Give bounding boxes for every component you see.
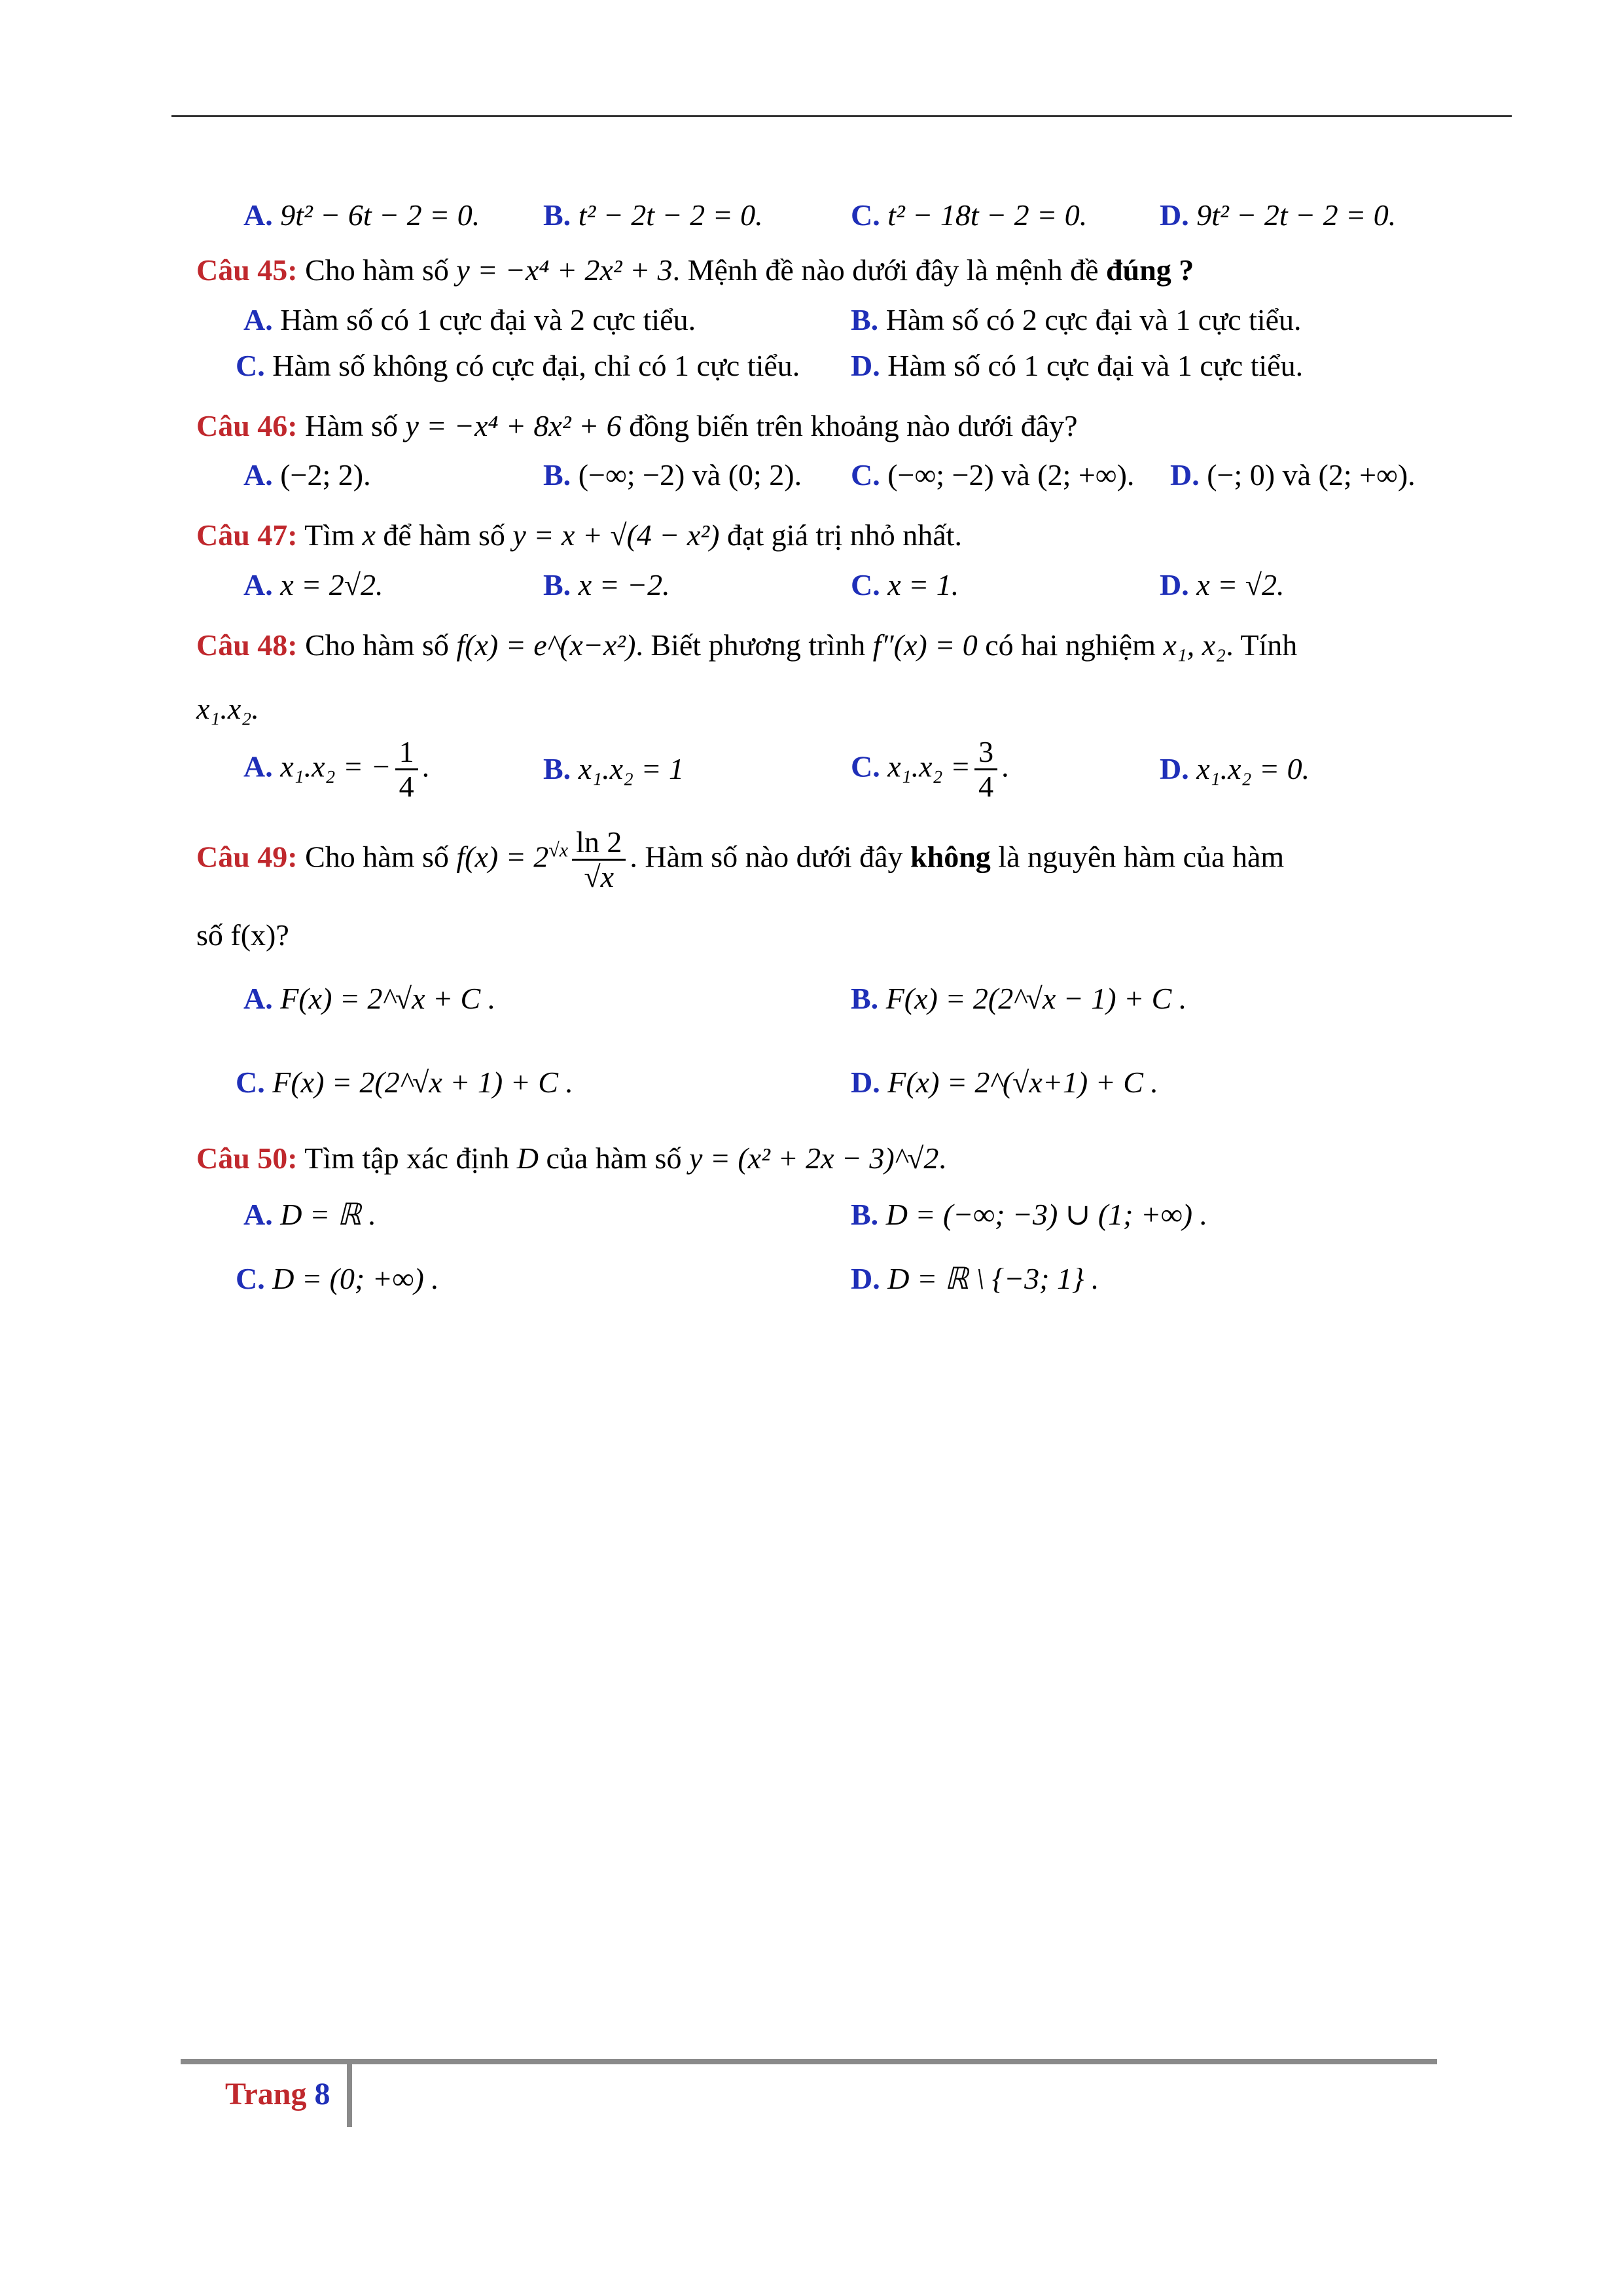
header-rule — [171, 115, 1512, 117]
q44-option-a[interactable]: A. 9t² − 6t − 2 = 0. — [243, 198, 480, 232]
q46-option-b[interactable]: B. (−∞; −2) và (0; 2). — [543, 458, 802, 492]
q49-fraction: $\frac{\ln 2}{√x}$ — [572, 826, 626, 894]
q46-stem: Câu 46: Hàm số y = −x⁴ + 8x² + 6 đồng biến trên khoảng nào dưới đây? — [196, 408, 1078, 442]
q44-option-d[interactable]: D. 9t² − 2t − 2 = 0. — [1160, 198, 1397, 232]
q48-option-b[interactable]: B. x₁.x₂ = 1 — [543, 751, 685, 785]
q48-stem: Câu 48: Cho hàm số f(x) = e^(x−x²). Biết phương trình f″(x) = 0 có hai nghiệm x₁, x₂. Tính — [196, 628, 1298, 662]
q44-option-b[interactable]: B. t² − 2t − 2 = 0. — [543, 198, 763, 232]
q45-option-d[interactable]: D. Hàm số có 1 cực đại và 1 cực tiểu. — [851, 348, 1304, 382]
q49-options-row1 — [196, 954, 1472, 1033]
q47-option-c[interactable]: C. x = 1. — [851, 567, 959, 601]
q45-options-row1 — [196, 289, 1472, 346]
q50-option-c[interactable]: C. D = (0; +∞) . — [236, 1261, 439, 1295]
q50-stem: Câu 50: Tìm tập xác định D của hàm số y = (x² + 2x − 3)^√2. — [196, 1141, 946, 1175]
q48-stem-line2: x₁.x₂. — [196, 692, 259, 725]
q49-option-c[interactable]: C. F(x) = 2(2^√x + 1) + C . — [236, 1066, 573, 1100]
q50-options-row2 — [196, 1249, 1472, 1315]
q49-options-row2 — [196, 1033, 1472, 1119]
q50-option-a[interactable]: A. D = ℝ . — [243, 1197, 376, 1231]
q50-option-d[interactable]: D. D = ℝ \ {−3; 1} . — [851, 1261, 1099, 1295]
q46-options — [196, 444, 1472, 507]
q48-option-d[interactable]: D. x₁.x₂ = 0. — [1160, 751, 1310, 785]
q47-options — [196, 554, 1472, 617]
q49-option-d[interactable]: D. F(x) = 2^(√x+1) + C . — [851, 1066, 1158, 1100]
q48-c-fraction: $\frac{3}{4}$ — [974, 736, 997, 804]
q46-option-c[interactable]: C. (−∞; −2) và (2; +∞). — [851, 458, 1135, 492]
footer-rule — [181, 2059, 1437, 2064]
q44-option-c[interactable]: C. t² − 18t − 2 = 0. — [851, 198, 1088, 232]
q48-option-c[interactable]: C. x₁.x₂ = $\frac{3}{4}$ . — [851, 734, 1009, 804]
q47-option-a[interactable]: A. x = 2√2. — [243, 567, 383, 601]
q49-option-a[interactable]: A. F(x) = 2^√x + C . — [243, 982, 496, 1016]
q45-stem: Câu 45: Cho hàm số y = −x⁴ + 2x² + 3. Mệnh đề nào dưới đây là mệnh đề đúng ? — [196, 253, 1194, 287]
q49-stem-line2: số f(x)? — [196, 918, 289, 952]
q47-option-d[interactable]: D. x = √2. — [1160, 567, 1285, 601]
page-number: 8 — [314, 2077, 330, 2111]
q47-option-b[interactable]: B. x = −2. — [543, 567, 670, 601]
q50-options-row1 — [196, 1177, 1472, 1249]
q45-option-c[interactable]: C. Hàm số không có cực đại, chỉ có 1 cực tiểu. — [236, 348, 800, 382]
q46-option-a[interactable]: A. (−2; 2). — [243, 458, 371, 492]
q45-options-row2 — [196, 346, 1472, 403]
q48-options — [196, 728, 1472, 806]
q49-option-b[interactable]: B. F(x) = 2(2^√x − 1) + C . — [851, 982, 1187, 1016]
q48-a-fraction: $\frac{1}{4}$ — [395, 736, 418, 804]
footer-divider — [347, 2064, 352, 2127]
q45-option-a[interactable]: A. Hàm số có 1 cực đại và 2 cực tiểu. — [243, 302, 696, 336]
page-footer: Trang 8 — [225, 2077, 330, 2111]
q48-option-a[interactable]: A. x₁.x₂ = − $\frac{1}{4}$ . — [243, 734, 430, 804]
q47-stem: Câu 47: Tìm x để hàm số y = x + √(4 − x²) đạt giá trị nhỏ nhất. — [196, 518, 962, 552]
q46-option-d[interactable]: D. (−; 0) và (2; +∞). — [1170, 458, 1416, 492]
q45-option-b[interactable]: B. Hàm số có 2 cực đại và 1 cực tiểu. — [851, 302, 1302, 336]
page-content — [196, 190, 1472, 1315]
q50-option-b[interactable]: B. D = (−∞; −3) ∪ (1; +∞) . — [851, 1197, 1208, 1231]
q44-options — [196, 185, 1472, 247]
q49-stem: Câu 49: Cho hàm số $f(x) = 2^{√x}$ $\frac{\ln 2}{√x}$ . Hàm số nào dưới đây không là nguyên hàm của hàm — [196, 825, 1285, 894]
